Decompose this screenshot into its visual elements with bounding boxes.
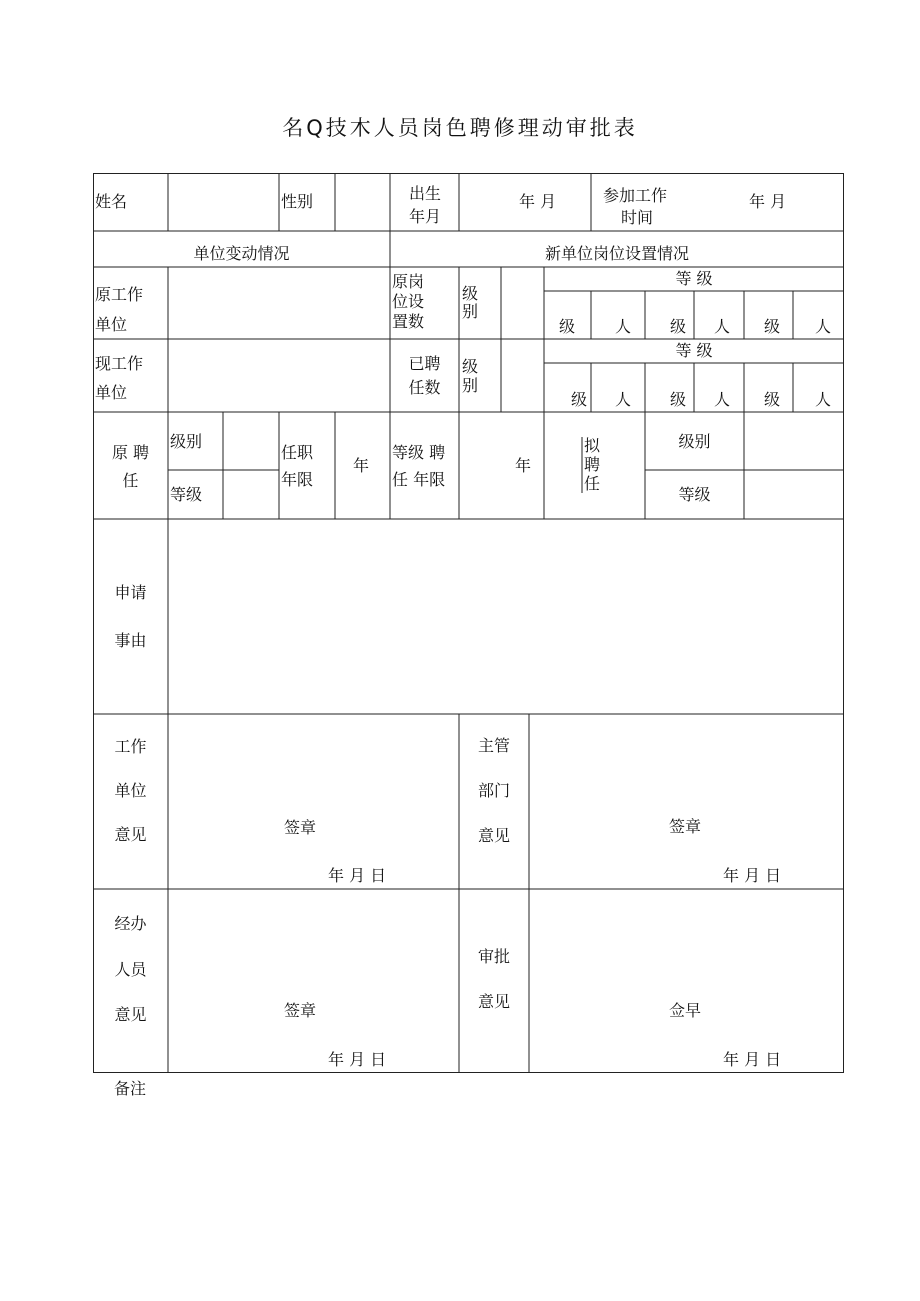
orig-unit-label-1: 原工作 bbox=[95, 285, 144, 304]
orig-hire-label-1: 原 聘 bbox=[111, 443, 150, 462]
reason-input-area[interactable] bbox=[169, 520, 843, 713]
orig-level-label-1: 级 bbox=[462, 284, 479, 303]
curr-ren-2: 人 bbox=[714, 390, 731, 409]
orig-ji-1: 级 bbox=[559, 317, 576, 336]
dept-seal: 签章 bbox=[669, 817, 702, 836]
birth-unit[interactable]: 年 月 bbox=[519, 192, 557, 211]
curr-ji-2: 级 bbox=[670, 390, 687, 409]
hired-label-2: 任数 bbox=[408, 378, 441, 397]
orig-post-label-3: 置数 bbox=[392, 312, 425, 331]
name-value-cell[interactable] bbox=[169, 174, 278, 230]
orig-ren-1: 人 bbox=[615, 317, 632, 336]
orig-level-label-2: 别 bbox=[462, 302, 479, 321]
grade-term-year-unit[interactable]: 年 bbox=[515, 456, 532, 475]
orig-hire-grade-label: 等级 bbox=[170, 485, 203, 504]
orig-unit-label-2: 单位 bbox=[95, 315, 128, 334]
curr-level-label-2: 别 bbox=[462, 376, 479, 395]
approval-form-table bbox=[93, 173, 844, 1073]
orig-post-label-2: 位设 bbox=[392, 292, 425, 311]
orig-ren-2: 人 bbox=[714, 317, 731, 336]
orig-ji-3: 级 bbox=[764, 317, 781, 336]
curr-unit-label-2: 单位 bbox=[95, 383, 128, 402]
curr-grade-header: 等 级 bbox=[675, 341, 713, 360]
approval-opinion-label-2: 意见 bbox=[477, 992, 510, 1011]
handler-date[interactable]: 年 月 日 bbox=[328, 1050, 387, 1069]
approval-seal: 佥早 bbox=[669, 1001, 702, 1020]
curr-ji-3: 级 bbox=[764, 390, 781, 409]
curr-level-label-1: 级 bbox=[462, 357, 479, 376]
proposed-level-label: 级别 bbox=[678, 432, 711, 451]
proposed-label-2: 聘 bbox=[584, 455, 601, 474]
hired-label-1: 已聘 bbox=[408, 354, 441, 373]
handler-opinion-label-3: 意见 bbox=[114, 1005, 147, 1024]
work-unit-seal: 签章 bbox=[284, 818, 317, 837]
grade-term-label-2: 任 年限 bbox=[392, 470, 446, 489]
unit-change-header: 单位变动情况 bbox=[193, 244, 290, 263]
reason-label-2: 事由 bbox=[114, 631, 147, 650]
work-unit-date[interactable]: 年 月 日 bbox=[328, 866, 387, 885]
work-start-label-2: 时间 bbox=[621, 208, 654, 227]
proposed-label-1: 拟 bbox=[584, 436, 601, 455]
birth-label-1: 出生 bbox=[408, 184, 441, 203]
curr-ji-1: 级 bbox=[571, 390, 588, 409]
reason-label-1: 申请 bbox=[114, 583, 147, 602]
form-title: 名Q技木人员岗色聘修理动审批表 bbox=[282, 116, 638, 140]
approval-date[interactable]: 年 月 日 bbox=[723, 1050, 782, 1069]
proposed-grade-label: 等级 bbox=[678, 485, 711, 504]
remark-label: 备注 bbox=[114, 1079, 147, 1098]
work-start-label-1: 参加工作 bbox=[603, 186, 668, 205]
term-year-unit[interactable]: 年 bbox=[353, 456, 370, 475]
handler-opinion-label-2: 人员 bbox=[114, 960, 147, 979]
gender-value-cell[interactable] bbox=[336, 174, 389, 230]
handler-opinion-label-1: 经办 bbox=[114, 914, 147, 933]
new-post-header: 新单位岗位设置情况 bbox=[544, 244, 689, 263]
orig-grade-header: 等 级 bbox=[675, 269, 713, 288]
orig-post-label-1: 原岗 bbox=[392, 272, 425, 291]
term-label-2: 年限 bbox=[281, 470, 314, 489]
curr-ren-1: 人 bbox=[615, 390, 632, 409]
curr-ren-3: 人 bbox=[815, 390, 832, 409]
orig-ren-3: 人 bbox=[815, 317, 832, 336]
dept-opinion-label-1: 主管 bbox=[477, 736, 510, 755]
dept-opinion-label-3: 意见 bbox=[477, 826, 510, 845]
name-label: 姓名 bbox=[95, 192, 128, 211]
dept-opinion-label-2: 部门 bbox=[477, 781, 510, 800]
handler-seal: 签章 bbox=[284, 1001, 317, 1020]
orig-ji-2: 级 bbox=[670, 317, 687, 336]
curr-unit-label-1: 现工作 bbox=[95, 354, 144, 373]
term-label-1: 任职 bbox=[281, 443, 314, 462]
work-unit-opinion-label-2: 单位 bbox=[114, 781, 147, 800]
birth-label-2: 年月 bbox=[408, 207, 441, 226]
work-unit-opinion-label-3: 意见 bbox=[114, 825, 147, 844]
grade-term-label-1: 等级 聘 bbox=[392, 443, 446, 462]
orig-hire-label-2: 任 bbox=[122, 471, 139, 490]
approval-opinion-label-1: 审批 bbox=[477, 947, 510, 966]
dept-date[interactable]: 年 月 日 bbox=[723, 866, 782, 885]
work-start-unit[interactable]: 年 月 bbox=[749, 192, 787, 211]
work-unit-opinion-label-1: 工作 bbox=[114, 737, 147, 756]
gender-label: 性别 bbox=[281, 192, 314, 211]
orig-hire-level-label: 级别 bbox=[170, 432, 203, 451]
proposed-label-3: 任 bbox=[584, 474, 601, 493]
